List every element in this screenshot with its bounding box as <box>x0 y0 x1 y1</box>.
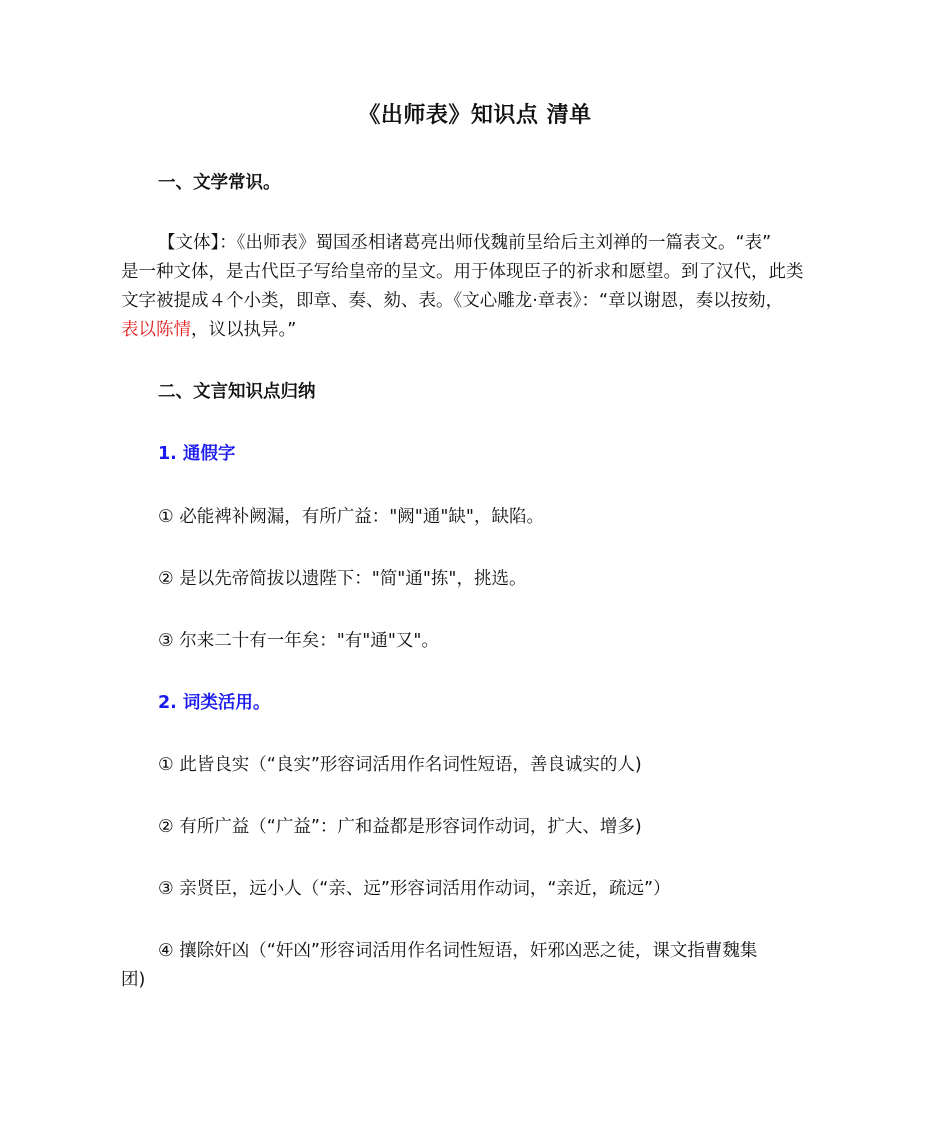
list-item: ③ 亲贤臣，远小人（“亲、远”形容词活用作动词，“亲近，疏远”） <box>158 879 671 899</box>
list-item: ③ 尔来二十有一年矣："有"通"又"。 <box>158 631 439 651</box>
paragraph-line-rest: ，议以执异。” <box>191 320 297 340</box>
list-item: ① 此皆良实（“良实”形容词活用作名词性短语，善良诚实的人) <box>158 755 642 775</box>
paragraph-line: 文字被提成４个小类，即章、奏、劾、表。《文心雕龙·章表》：“章以谢恩，奏以按劾， <box>121 291 784 311</box>
paragraph-line <box>121 316 839 345</box>
list-item-continuation: 团) <box>121 970 146 990</box>
list-item: ④ 攘除奸凶（“奸凶”形容词活用作名词性短语，奸邪凶恶之徒，课文指曹魏集 <box>158 941 758 961</box>
section-heading-literary-knowledge: 一、文学常识。 <box>158 173 281 193</box>
paragraph-line: 是一种文体，是古代臣子写给皇帝的呈文。用于体现臣子的祈求和愿望。到了汉代，此类 <box>121 262 804 282</box>
paragraph-line: 【文体】：《出师表》蜀国丞相诸葛亮出师伐魏前呈给后主刘禅的一篇表文。“表” <box>158 233 772 253</box>
subheading-word-class-shift: 2. 词类活用。 <box>158 693 271 713</box>
list-item: ② 是以先帝简拔以遗陛下："简"通"拣"，挑选。 <box>158 569 527 589</box>
list-item: ① 必能裨补阙漏，有所广益："阙"通"缺"，缺陷。 <box>158 507 544 527</box>
genre-paragraph <box>121 229 839 345</box>
page-title: 《出师表》知识点 清单 <box>358 103 592 128</box>
list-item: ② 有所广益（“广益”：广和益都是形容词作动词，扩大、增多) <box>158 817 642 837</box>
highlighted-phrase: 表以陈情 <box>121 320 191 340</box>
section-heading-classical-chinese: 二、文言知识点归纳 <box>158 382 316 402</box>
subheading-loan-characters: 1. 通假字 <box>158 444 236 464</box>
